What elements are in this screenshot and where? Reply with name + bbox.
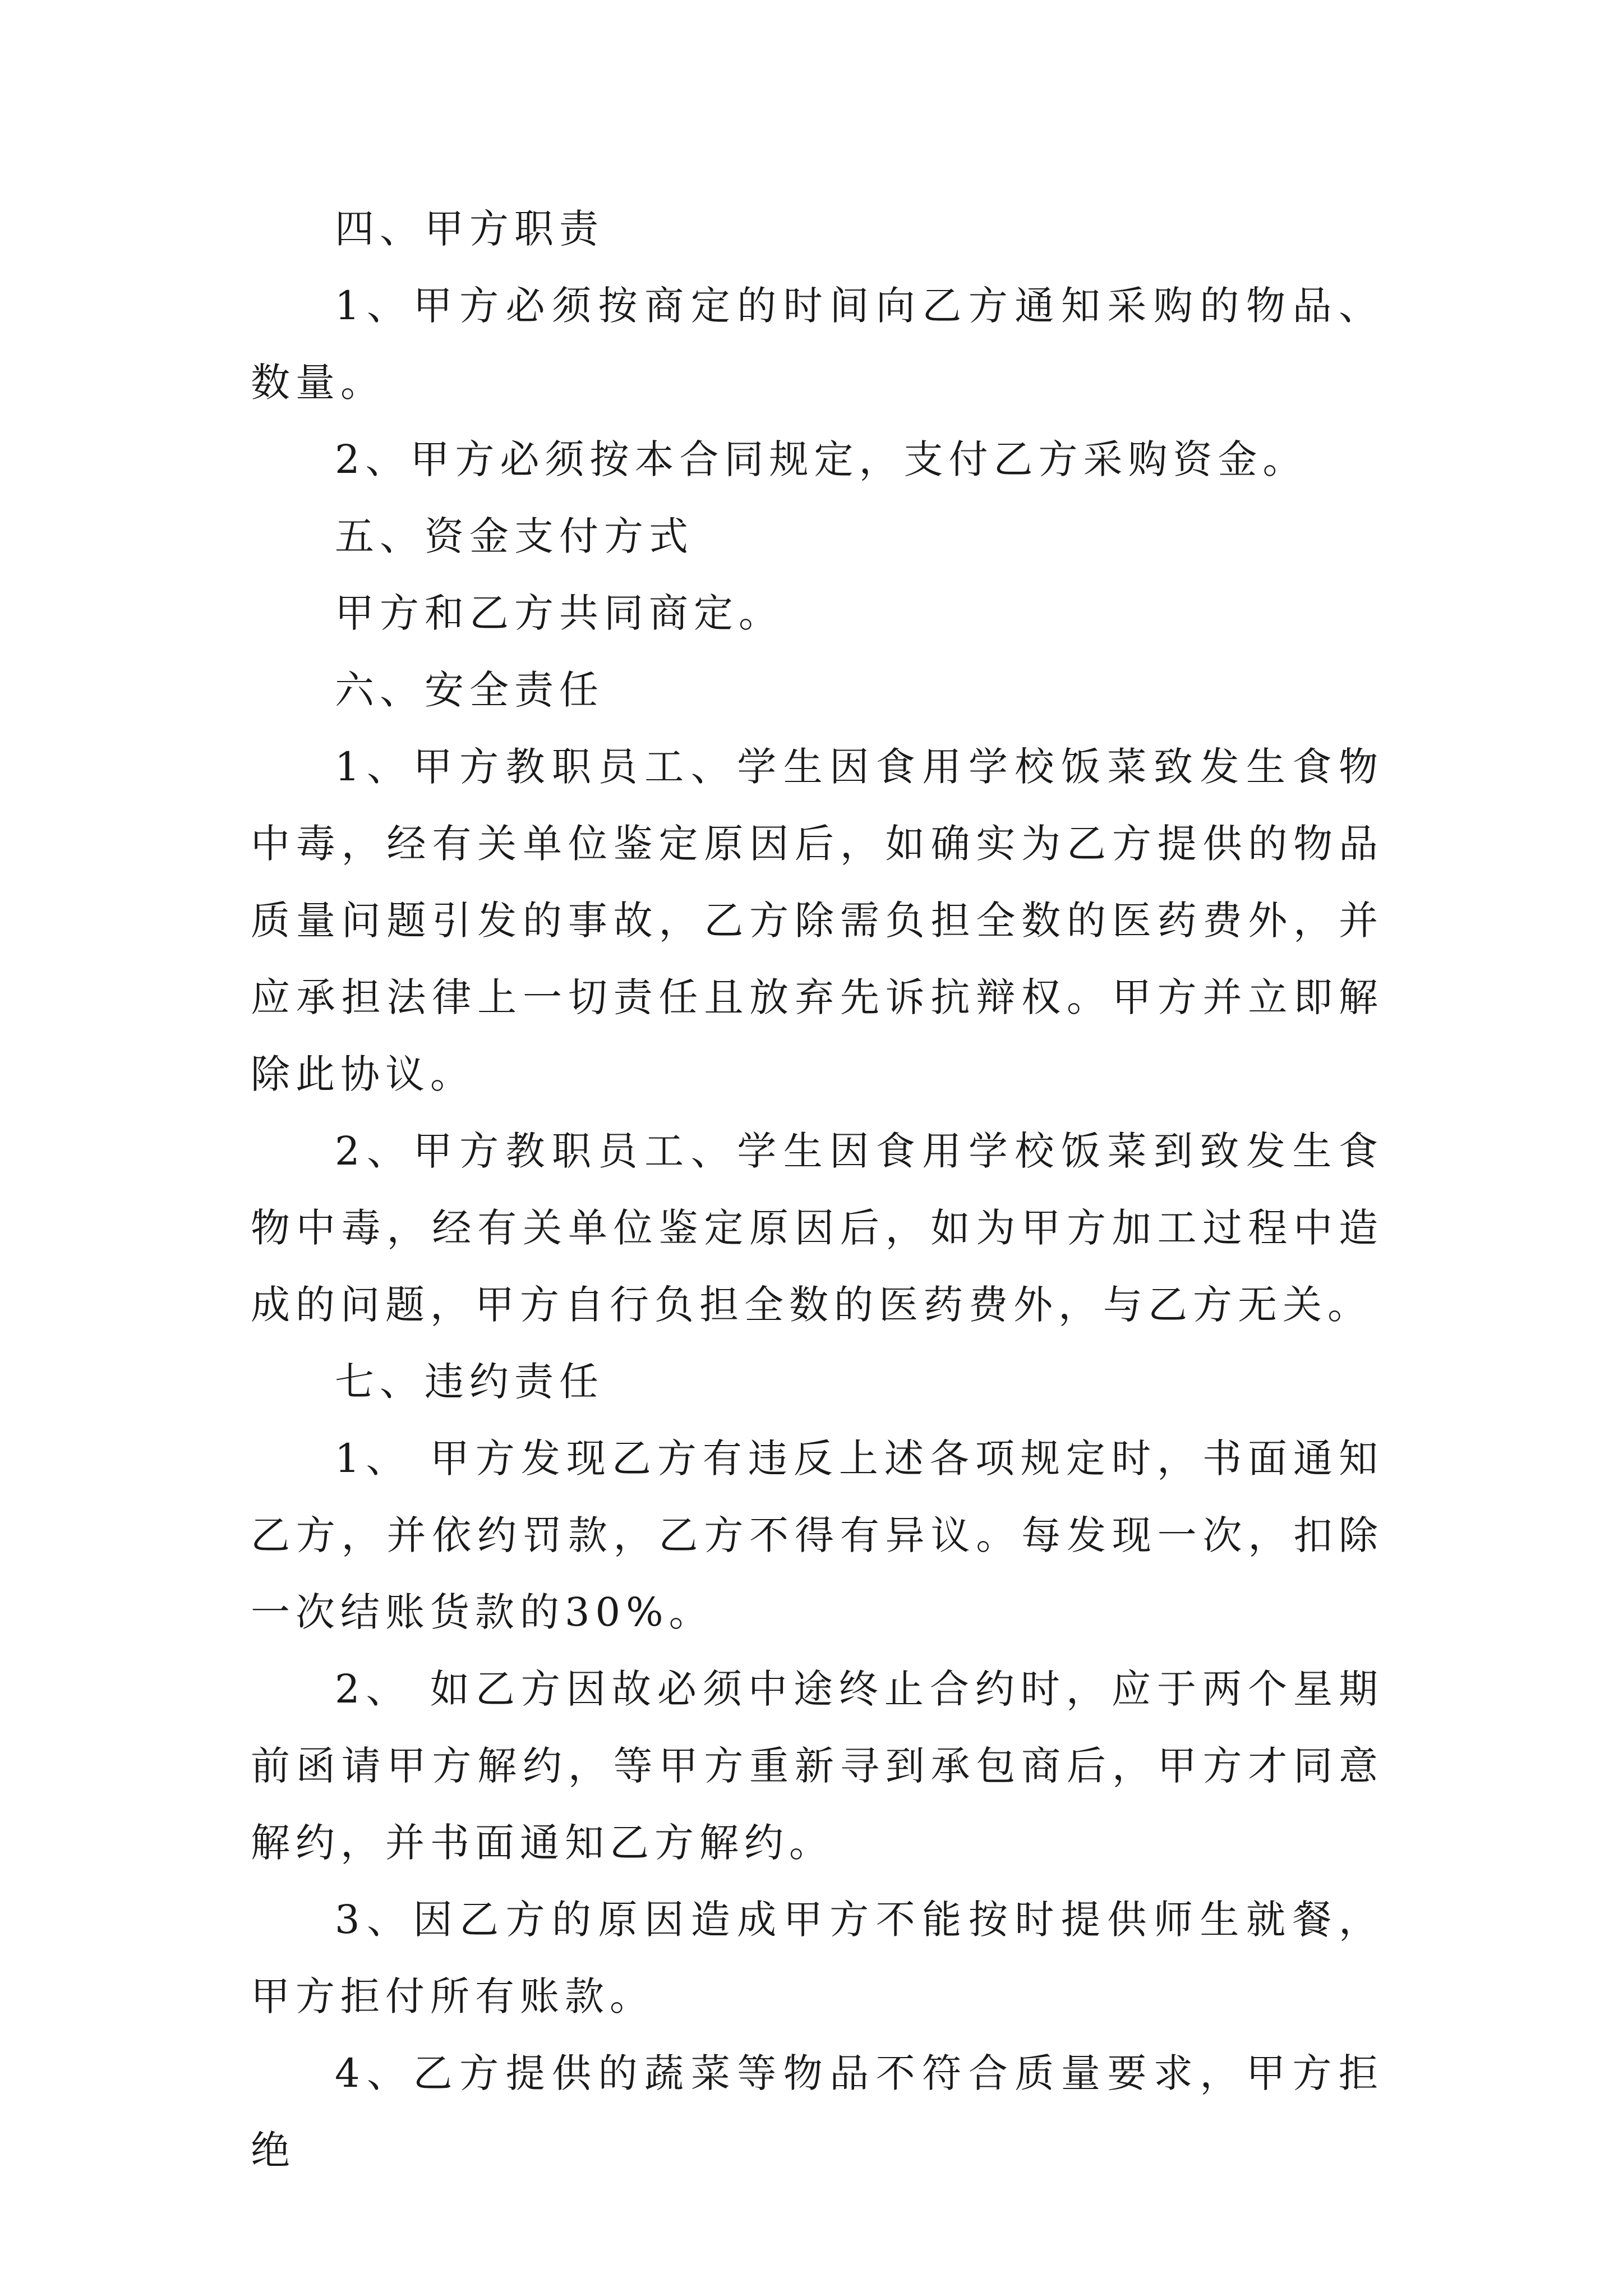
paragraph: 1、甲方教职员工、学生因食用学校饭菜致发生食物中毒，经有关单位鉴定原因后，如确实为乙方提供的物品质量问题引发的事故，乙方除需负担全数的医药费外，并应承担法律上一切责任且放弃先诉抗辩权。甲方并立即解除此协议。 <box>251 744 1384 1097</box>
paragraph: 2、甲方必须按本合同规定，支付乙方采购资金。 <box>335 436 1308 482</box>
paragraph: 3、因乙方的原因造成甲方不能按时提供师生就餐，甲方拒付所有账款。 <box>251 1897 1384 2019</box>
paragraph: 4、乙方提供的蔬菜等物品不符合质量要求，甲方拒绝 <box>251 2050 1384 2173</box>
paragraph: 甲方和乙方共同商定。 <box>335 590 783 636</box>
section-heading-4: 四、甲方职责 <box>335 206 604 252</box>
paragraph: 2、甲方教职员工、学生因食用学校饭菜到致发生食物中毒，经有关单位鉴定原因后，如为甲方加工过程中造成的问题，甲方自行负担全数的医药费外，与乙方无关。 <box>251 1128 1384 1328</box>
section-heading-7: 七、违约责任 <box>335 1359 604 1405</box>
section-heading-6: 六、安全责任 <box>335 667 604 713</box>
section-heading-5: 五、资金支付方式 <box>335 513 694 559</box>
paragraph: 2、 如乙方因故必须中途终止合约时，应于两个星期前函请甲方解约，等甲方重新寻到承包商后，甲方才同意解约，并书面通知乙方解约。 <box>251 1666 1384 1866</box>
paragraph: 1、甲方必须按商定的时间向乙方通知采购的物品、数量。 <box>251 283 1384 406</box>
document-body <box>251 191 1384 2189</box>
paragraph: 1、 甲方发现乙方有违反上述各项规定时，书面通知乙方，并依约罚款，乙方不得有异议。每发现一次，扣除一次结账货款的30%。 <box>251 1435 1384 1635</box>
